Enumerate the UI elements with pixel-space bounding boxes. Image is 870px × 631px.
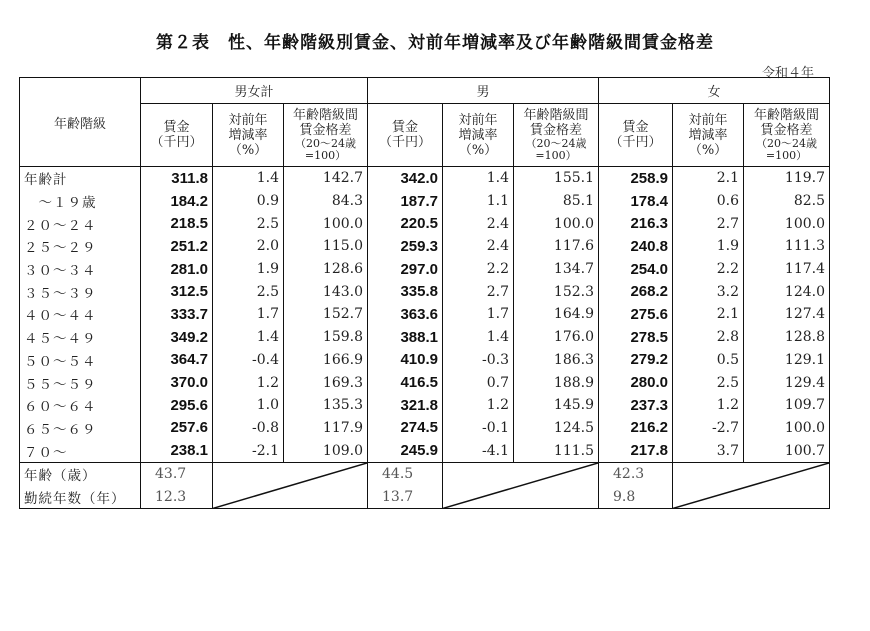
summary-value: 43.7 [141, 462, 213, 485]
rate-cell: 1.2 [673, 394, 744, 417]
gap-cell: 135.3 [284, 394, 368, 417]
rate-cell: 1.4 [443, 326, 514, 349]
gap-cell: 109.0 [284, 439, 368, 462]
wage-cell: 240.8 [599, 235, 673, 258]
row-label: ３５～３９ [20, 280, 141, 303]
row-label: 年齢計 [20, 167, 141, 190]
wage-cell: 268.2 [599, 280, 673, 303]
table-row [20, 167, 830, 190]
gap-header-line: =100） [765, 149, 808, 162]
gap-cell: 117.9 [284, 417, 368, 440]
summary-label: 勤続年数（年） [20, 486, 141, 509]
wage-table [19, 77, 830, 509]
gap-cell: 155.1 [514, 167, 599, 190]
gap-cell: 100.0 [744, 417, 830, 440]
rate-cell: 3.7 [673, 439, 744, 462]
wage-cell: 279.2 [599, 349, 673, 372]
wage-cell: 321.8 [368, 394, 443, 417]
rate-cell: 1.4 [213, 326, 284, 349]
gap-header-line: （20～24歳 [525, 137, 587, 150]
rate-cell: 1.7 [213, 303, 284, 326]
gap-cell: 100.0 [744, 212, 830, 235]
gap-cell: 85.1 [514, 190, 599, 213]
wage-cell: 178.4 [599, 190, 673, 213]
wage-cell: 333.7 [141, 303, 213, 326]
gap-cell: 117.6 [514, 235, 599, 258]
rate-cell: 2.7 [673, 212, 744, 235]
table-row [20, 190, 830, 213]
wage-cell: 237.3 [599, 394, 673, 417]
row-label: ４０～４４ [20, 303, 141, 326]
wage-cell: 184.2 [141, 190, 213, 213]
gap-cell: 100.0 [514, 212, 599, 235]
table-row [20, 371, 830, 394]
rate-header-line: 増減率 [458, 127, 498, 143]
rate-cell: 2.5 [673, 371, 744, 394]
row-label: ２５～２９ [20, 235, 141, 258]
rate-cell: 0.7 [443, 371, 514, 394]
rate-header [443, 104, 514, 167]
wage-cell: 216.3 [599, 212, 673, 235]
wage-cell: 274.5 [368, 417, 443, 440]
wage-header [368, 104, 443, 167]
rate-header [213, 104, 284, 167]
summary-value: 44.5 [368, 462, 443, 485]
gap-cell: 115.0 [284, 235, 368, 258]
gap-header-line: 年齢階級間 [292, 108, 358, 123]
rate-cell: 0.5 [673, 349, 744, 372]
rate-header-line: 増減率 [688, 127, 728, 143]
wage-cell: 251.2 [141, 235, 213, 258]
gap-cell: 186.3 [514, 349, 599, 372]
gap-header-line: （20～24歳 [756, 137, 817, 150]
rate-cell: 2.0 [213, 235, 284, 258]
rate-cell: 2.5 [213, 280, 284, 303]
rate-cell: 0.6 [673, 190, 744, 213]
wage-header [599, 104, 673, 167]
rate-cell: 2.2 [443, 258, 514, 281]
gap-header-line: =100） [304, 149, 347, 162]
gap-header [514, 104, 599, 167]
wage-header-line: 賃金 [163, 120, 190, 135]
summary-value: 42.3 [599, 462, 673, 485]
wage-header-line: （千円） [378, 135, 431, 150]
wage-cell: 297.0 [368, 258, 443, 281]
wage-cell: 335.8 [368, 280, 443, 303]
gap-cell: 127.4 [744, 303, 830, 326]
summary-value: 12.3 [141, 486, 213, 509]
wage-cell: 388.1 [368, 326, 443, 349]
gap-cell: 111.5 [514, 439, 599, 462]
wage-cell: 342.0 [368, 167, 443, 190]
rate-cell: 2.4 [443, 235, 514, 258]
rate-header-line: 増減率 [228, 127, 268, 143]
gap-cell: 124.5 [514, 417, 599, 440]
wage-cell: 370.0 [141, 371, 213, 394]
wage-header [141, 104, 213, 167]
gap-cell: 152.7 [284, 303, 368, 326]
gap-cell: 82.5 [744, 190, 830, 213]
row-label: ６５～６９ [20, 417, 141, 440]
table-row [20, 303, 830, 326]
rate-cell: 2.1 [673, 167, 744, 190]
row-label: ５５～５９ [20, 371, 141, 394]
gap-cell: 159.8 [284, 326, 368, 349]
gap-header-line: 年齢階級間 [753, 108, 819, 123]
wage-cell: 410.9 [368, 349, 443, 372]
wage-cell: 416.5 [368, 371, 443, 394]
summary-value: 9.8 [599, 486, 673, 509]
gap-cell: 142.7 [284, 167, 368, 190]
gap-header-line: =100） [535, 149, 577, 162]
table-row [20, 280, 830, 303]
gap-cell: 100.0 [284, 212, 368, 235]
wage-cell: 312.5 [141, 280, 213, 303]
table-row [20, 258, 830, 281]
rate-cell: -4.1 [443, 439, 514, 462]
rate-cell: 3.2 [673, 280, 744, 303]
wage-cell: 245.9 [368, 439, 443, 462]
rate-header-line: （%） [458, 142, 498, 158]
wage-cell: 187.7 [368, 190, 443, 213]
gap-header-line: 賃金格差 [529, 123, 582, 138]
gap-cell: 111.3 [744, 235, 830, 258]
gap-cell: 134.7 [514, 258, 599, 281]
gap-header [284, 104, 368, 167]
wage-header-line: 賃金 [391, 120, 418, 135]
table-row [20, 417, 830, 440]
rate-cell: 2.1 [673, 303, 744, 326]
wage-cell: 254.0 [599, 258, 673, 281]
rate-header-line: （%） [688, 142, 728, 158]
rate-header-line: 対前年 [458, 112, 498, 128]
rate-header-line: 対前年 [688, 112, 728, 128]
row-label: ５０～５４ [20, 349, 141, 372]
rate-cell: 2.4 [443, 212, 514, 235]
empty-diagonal-cell [443, 462, 599, 508]
wage-cell: 275.6 [599, 303, 673, 326]
group-header-male: 男 [368, 78, 599, 104]
wage-cell: 217.8 [599, 439, 673, 462]
table-row [20, 439, 830, 462]
rate-cell: -0.4 [213, 349, 284, 372]
age-class-header: 年齢階級 [20, 78, 141, 167]
rate-cell: 1.4 [443, 167, 514, 190]
table-row [20, 326, 830, 349]
group-header-total: 男女計 [141, 78, 368, 104]
rate-cell: -0.3 [443, 349, 514, 372]
wage-cell: 349.2 [141, 326, 213, 349]
gap-cell: 129.1 [744, 349, 830, 372]
wage-cell: 280.0 [599, 371, 673, 394]
rate-header [673, 104, 744, 167]
gap-cell: 100.7 [744, 439, 830, 462]
wage-header-line: （千円） [150, 135, 203, 150]
wage-cell: 257.6 [141, 417, 213, 440]
year-label: 令和４年 [762, 66, 815, 81]
gap-cell: 169.3 [284, 371, 368, 394]
gap-cell: 176.0 [514, 326, 599, 349]
gap-cell: 117.4 [744, 258, 830, 281]
document-title: 第２表 性、年齢階級別賃金、対前年増減率及び年齢階級間賃金格差 [156, 33, 714, 53]
wage-cell: 259.3 [368, 235, 443, 258]
rate-cell: 2.2 [673, 258, 744, 281]
row-label: ７０～ [20, 439, 141, 462]
wage-cell: 220.5 [368, 212, 443, 235]
wage-cell: 278.5 [599, 326, 673, 349]
gap-cell: 84.3 [284, 190, 368, 213]
rate-cell: 1.0 [213, 394, 284, 417]
gap-cell: 152.3 [514, 280, 599, 303]
gap-header-line: 年齢階級間 [523, 108, 589, 123]
rate-cell: -0.1 [443, 417, 514, 440]
rate-cell: 1.4 [213, 167, 284, 190]
gap-cell: 143.0 [284, 280, 368, 303]
row-label: ４５～４９ [20, 326, 141, 349]
rate-cell: 2.8 [673, 326, 744, 349]
table-row [20, 349, 830, 372]
wage-cell: 281.0 [141, 258, 213, 281]
gap-cell: 119.7 [744, 167, 830, 190]
gap-cell: 188.9 [514, 371, 599, 394]
gap-header [744, 104, 830, 167]
wage-cell: 363.6 [368, 303, 443, 326]
rate-cell: 1.1 [443, 190, 514, 213]
gap-header-line: （20～24歳 [295, 137, 356, 150]
rate-cell: -0.8 [213, 417, 284, 440]
group-header-female: 女 [599, 78, 830, 104]
gap-cell: 128.6 [284, 258, 368, 281]
empty-diagonal-cell [213, 462, 368, 508]
rate-header-line: （%） [228, 142, 268, 158]
table-row [20, 235, 830, 258]
gap-cell: 129.4 [744, 371, 830, 394]
row-label: ６０～６４ [20, 394, 141, 417]
gap-cell: 164.9 [514, 303, 599, 326]
summary-value: 13.7 [368, 486, 443, 509]
wage-cell: 311.8 [141, 167, 213, 190]
empty-diagonal-cell [673, 462, 830, 508]
rate-header-line: 対前年 [228, 112, 268, 128]
table-row [20, 394, 830, 417]
gap-header-line: 賃金格差 [299, 123, 352, 138]
wage-cell: 218.5 [141, 212, 213, 235]
table-row [20, 212, 830, 235]
summary-label: 年齢（歳） [20, 462, 141, 485]
wage-cell: 364.7 [141, 349, 213, 372]
gap-cell: 166.9 [284, 349, 368, 372]
rate-cell: -2.7 [673, 417, 744, 440]
gap-cell: 128.8 [744, 326, 830, 349]
gap-cell: 124.0 [744, 280, 830, 303]
wage-cell: 295.6 [141, 394, 213, 417]
wage-cell: 216.2 [599, 417, 673, 440]
wage-cell: 258.9 [599, 167, 673, 190]
rate-cell: -2.1 [213, 439, 284, 462]
rate-cell: 1.7 [443, 303, 514, 326]
rate-cell: 2.7 [443, 280, 514, 303]
gap-header-line: 賃金格差 [760, 123, 813, 138]
rate-cell: 1.2 [443, 394, 514, 417]
rate-cell: 1.2 [213, 371, 284, 394]
summary-row [20, 462, 830, 485]
gap-cell: 145.9 [514, 394, 599, 417]
rate-cell: 1.9 [673, 235, 744, 258]
wage-header-line: 賃金 [622, 120, 649, 135]
rate-cell: 0.9 [213, 190, 284, 213]
row-label: ３０～３４ [20, 258, 141, 281]
wage-header-line: （千円） [609, 135, 662, 150]
rate-cell: 2.5 [213, 212, 284, 235]
wage-cell: 238.1 [141, 439, 213, 462]
gap-cell: 109.7 [744, 394, 830, 417]
rate-cell: 1.9 [213, 258, 284, 281]
row-label: ～１９歳 [20, 190, 141, 213]
row-label: ２０～２４ [20, 212, 141, 235]
